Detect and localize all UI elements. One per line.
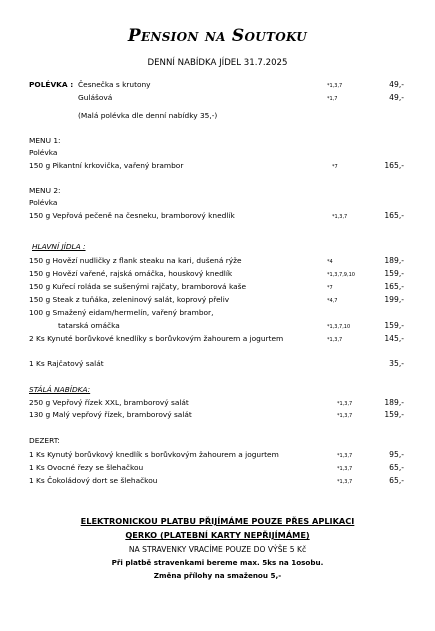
main-item-5-name: 100 g Smažený eidam/hermelín, vařený brambor, bbox=[29, 308, 214, 317]
standing-heading: STÁLÁ NABÍDKA: bbox=[29, 385, 91, 394]
main-item-4-allergens: *4,7 bbox=[327, 298, 338, 304]
main-item-5-allergens: *1,3,7,10 bbox=[327, 324, 351, 330]
footer-side-change-notice: Změna přílohy na smaženou 5,- bbox=[153, 571, 282, 580]
main-item-2-price: 159,- bbox=[384, 269, 404, 278]
main-item-4-price: 199,- bbox=[384, 295, 404, 304]
standing-item-1-allergens: *1,3,7 bbox=[337, 401, 353, 407]
main-item-4-name: 150 g Steak z tuňáka, zeleninový salát, koprový přeliv bbox=[29, 295, 230, 304]
main-item-2-name: 150 g Hovězí vařené, rajská omáčka, houskový knedlík bbox=[29, 269, 233, 278]
dessert-item-3-price: 65,- bbox=[389, 476, 404, 485]
footer-voucher-limit-notice: Při platbě stravenkami bereme max. 5ks na 1osobu. bbox=[111, 558, 324, 567]
soup-label: POLÉVKA : bbox=[29, 80, 74, 89]
main-item-5-line2: tatarská omáčka bbox=[58, 321, 120, 330]
menu1-price: 165,- bbox=[384, 161, 404, 170]
standing-item-2-price: 159,- bbox=[384, 410, 404, 419]
main-item-7-price: 35,- bbox=[389, 359, 404, 368]
menu2-price: 165,- bbox=[384, 211, 404, 220]
menu1-soup: Polévka bbox=[29, 148, 58, 157]
main-item-6-name: 2 Ks Kynuté borůvkové knedlíky s borůvkovým žahourem a jogurtem bbox=[29, 334, 284, 343]
soup-item-1-name: Česnečka s krutony bbox=[78, 80, 151, 89]
soup-item-2-price: 49,- bbox=[389, 93, 404, 102]
standing-item-1-price: 189,- bbox=[384, 398, 404, 407]
standing-item-1-name: 250 g Vepřový řízek XXL, bramborový salát bbox=[29, 398, 189, 407]
dessert-item-3-allergens: *1,3,7 bbox=[337, 479, 353, 485]
menu2-allergens: *1,3,7 bbox=[332, 214, 348, 220]
main-item-6-price: 145,- bbox=[384, 334, 404, 343]
main-item-1-price: 189,- bbox=[384, 256, 404, 265]
dessert-item-3-name: 1 Ks Čokoládový dort se šlehačkou bbox=[29, 476, 158, 485]
footer-qerko-notice: QERKO (PLATEBNÍ KARTY NEPŘIJÍMÁME) bbox=[125, 530, 310, 540]
main-item-6-allergens: *1,3,7 bbox=[327, 337, 343, 343]
soup-item-1-price: 49,- bbox=[389, 80, 404, 89]
dessert-item-2-name: 1 Ks Ovocné řezy se šlehačkou bbox=[29, 463, 144, 472]
main-item-3-allergens: *7 bbox=[327, 285, 333, 291]
main-item-7-name: 1 Ks Rajčatový salát bbox=[29, 359, 104, 368]
main-item-1-allergens: *4 bbox=[327, 259, 333, 265]
dessert-item-2-allergens: *1,3,7 bbox=[337, 466, 353, 472]
dessert-item-2-price: 65,- bbox=[389, 463, 404, 472]
main-heading: HLAVNÍ JÍDLA : bbox=[32, 242, 86, 251]
soup-item-2-allergens: *1,7 bbox=[327, 96, 338, 102]
footer-voucher-change-notice: NA STRAVENKY VRACÍME POUZE DO VÝŠE 5 Kč bbox=[128, 545, 307, 554]
main-item-5-price: 159,- bbox=[384, 321, 404, 330]
main-item-3-name: 150 g Kuřecí roláda se sušenými rajčaty, bramborová kaše bbox=[29, 282, 247, 291]
dessert-item-1-price: 95,- bbox=[389, 450, 404, 459]
soup-note: (Malá polévka dle denní nabídky 35,-) bbox=[78, 111, 218, 120]
menu2-heading: MENU 2: bbox=[29, 186, 61, 195]
menu1-dish: 150 g Pikantní krkovička, vařený brambor bbox=[29, 161, 184, 170]
dessert-item-1-allergens: *1,3,7 bbox=[337, 453, 353, 459]
menu2-dish: 150 g Vepřová pečeně na česneku, bramborový knedlík bbox=[29, 211, 235, 220]
standing-item-2-name: 130 g Malý vepřový řízek, bramborový salát bbox=[29, 410, 192, 419]
menu1-heading: MENU 1: bbox=[29, 136, 61, 145]
soup-item-1-allergens: *1,3,7 bbox=[327, 83, 343, 89]
main-item-2-allergens: *1,3,7,9,10 bbox=[327, 272, 355, 278]
menu2-soup: Polévka bbox=[29, 198, 58, 207]
standing-item-2-allergens: *1,3,7 bbox=[337, 413, 353, 419]
dessert-heading: DEZERT: bbox=[29, 436, 60, 445]
main-item-3-price: 165,- bbox=[384, 282, 404, 291]
dessert-item-1-name: 1 Ks Kynutý borůvkový knedlík s borůvkovým žahourem a jogurtem bbox=[29, 450, 279, 459]
menu1-allergens: *7 bbox=[332, 164, 338, 170]
main-item-1-name: 150 g Hovězí nudličky z flank steaku na kari, dušená rýže bbox=[29, 256, 242, 265]
footer-payment-notice: ELEKTRONICKOU PLATBU PŘIJÍMÁME POUZE PŘES APLIKACI bbox=[80, 516, 355, 526]
soup-item-2-name: Gulášová bbox=[78, 93, 113, 102]
page-title: Pension na Soutoku bbox=[127, 26, 308, 46]
menu-date-subtitle: DENNÍ NABÍDKA JÍDEL 31.7.2025 bbox=[147, 58, 288, 68]
